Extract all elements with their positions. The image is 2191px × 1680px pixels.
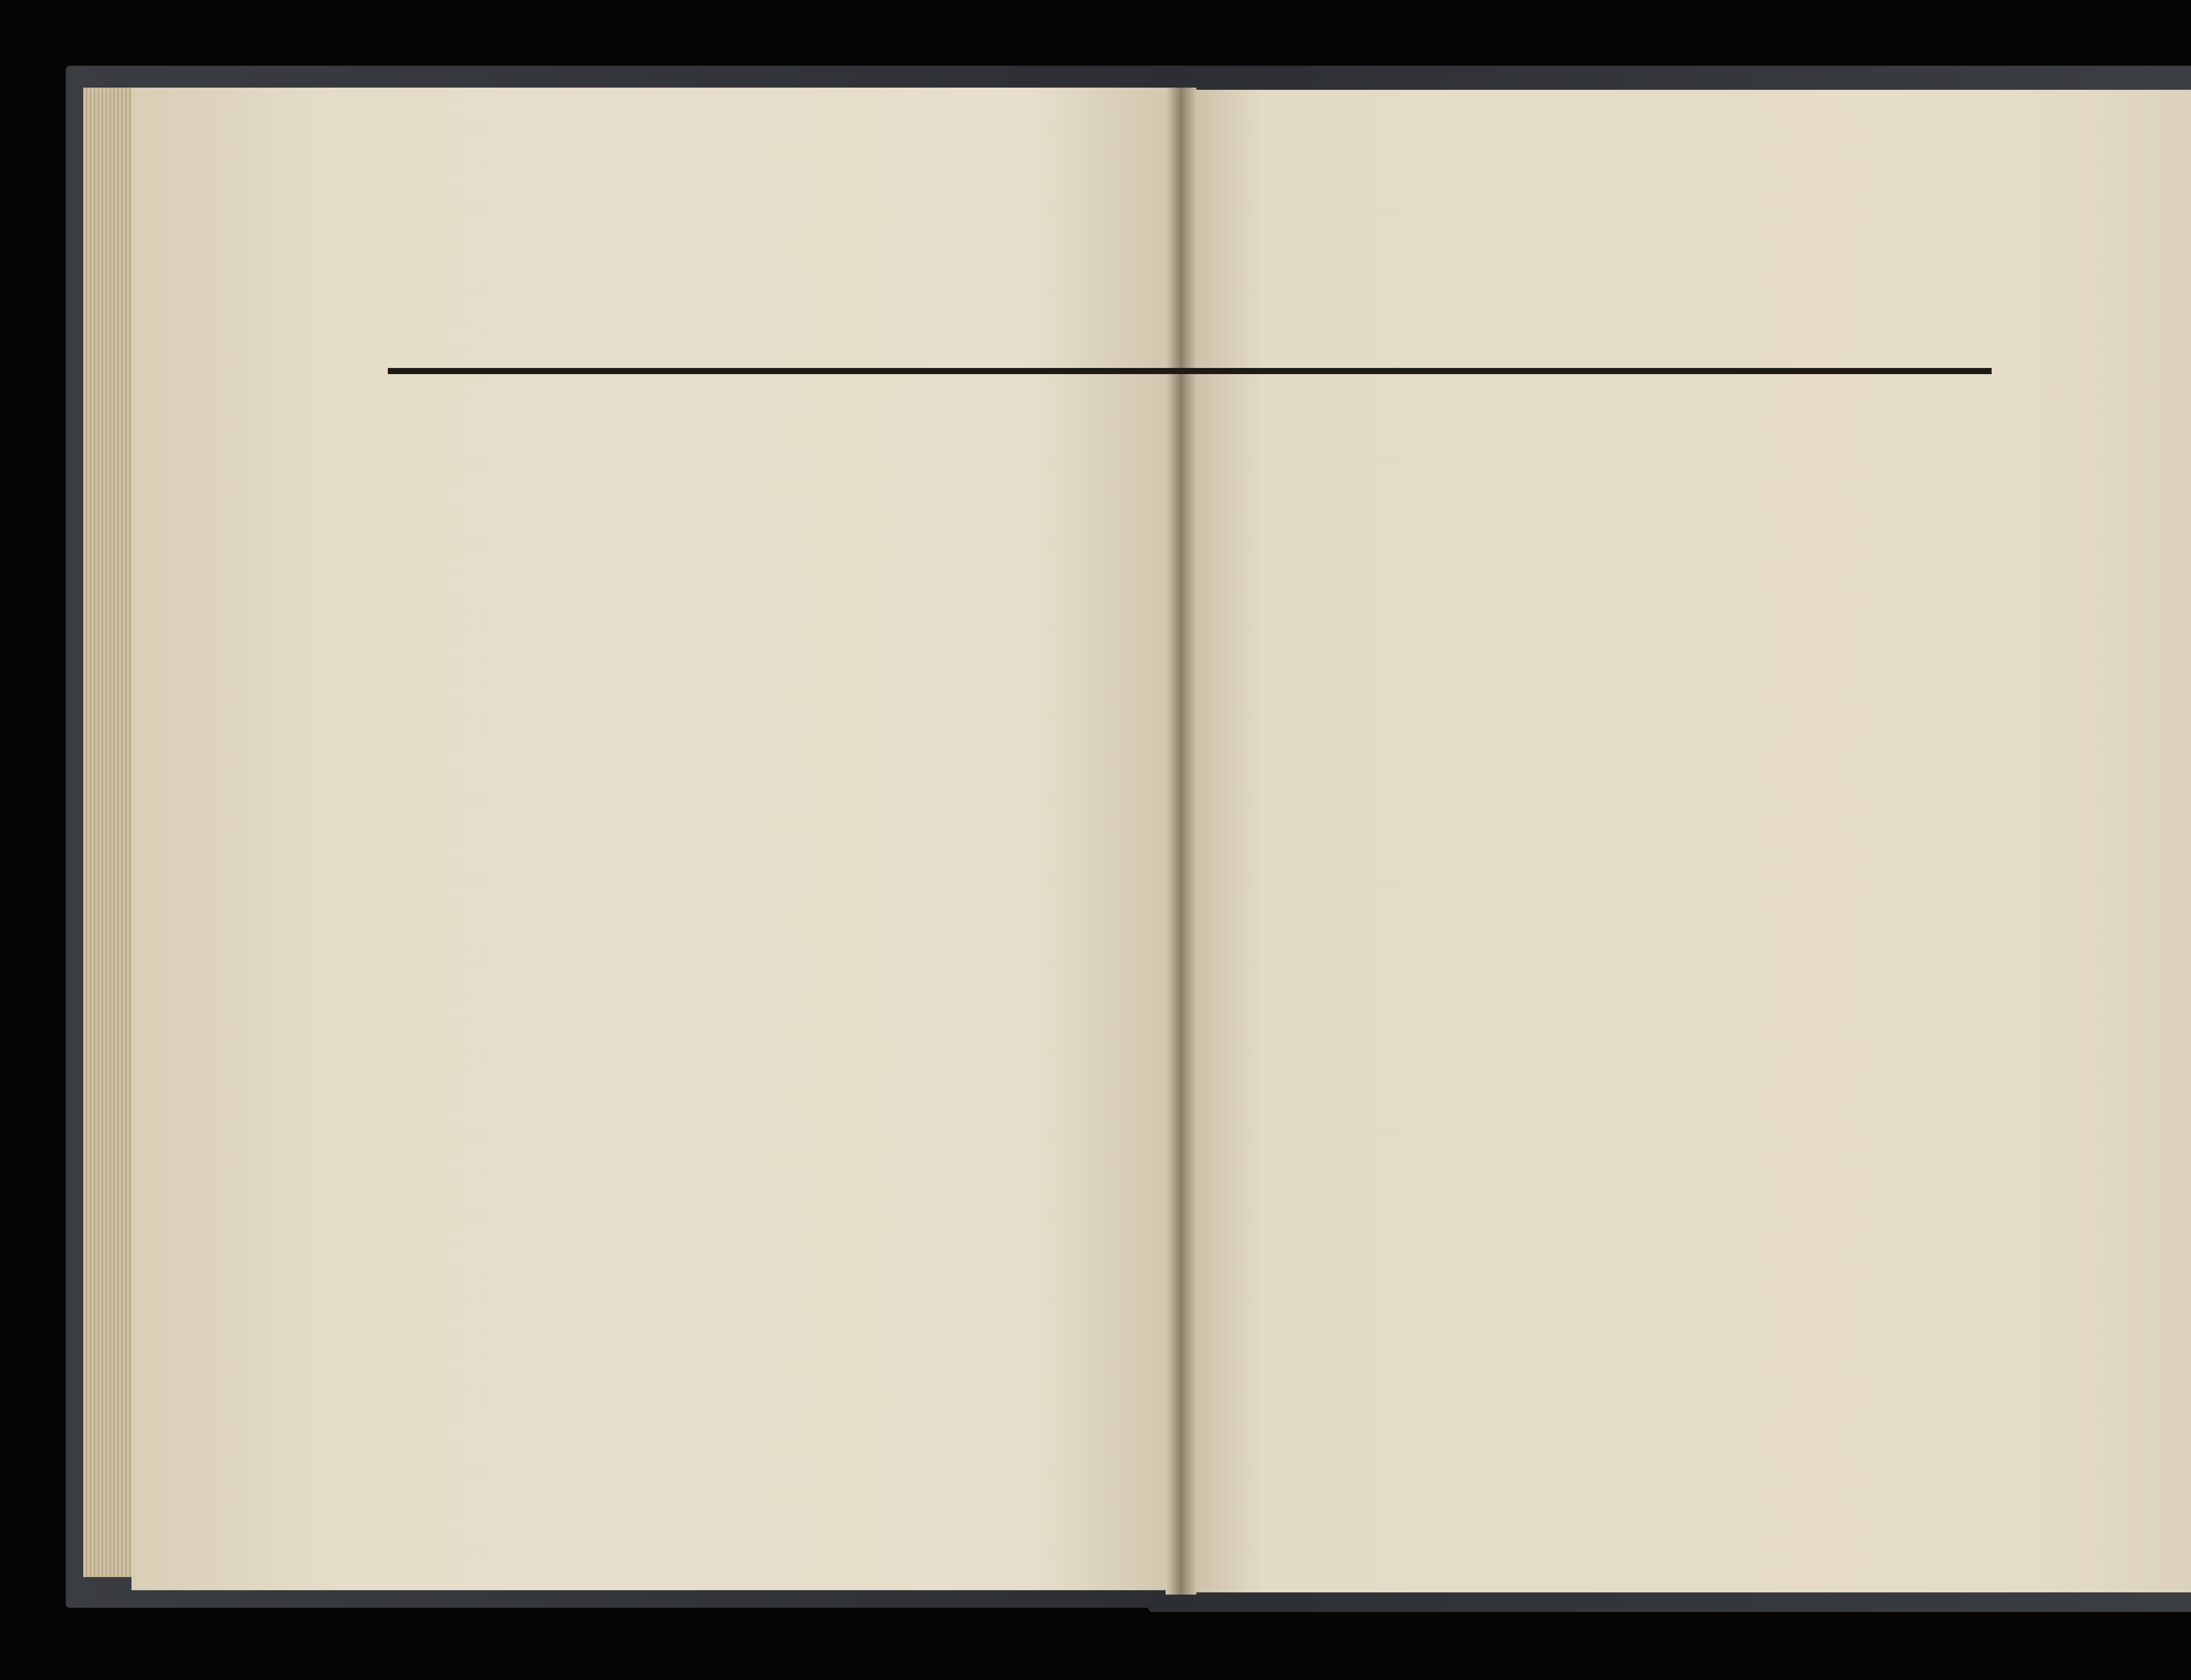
right-page [1183,90,2191,1592]
page-title [850,320,1595,348]
book-gutter [1166,88,1196,1595]
left-page [131,88,1188,1590]
top-rule [388,368,1992,374]
